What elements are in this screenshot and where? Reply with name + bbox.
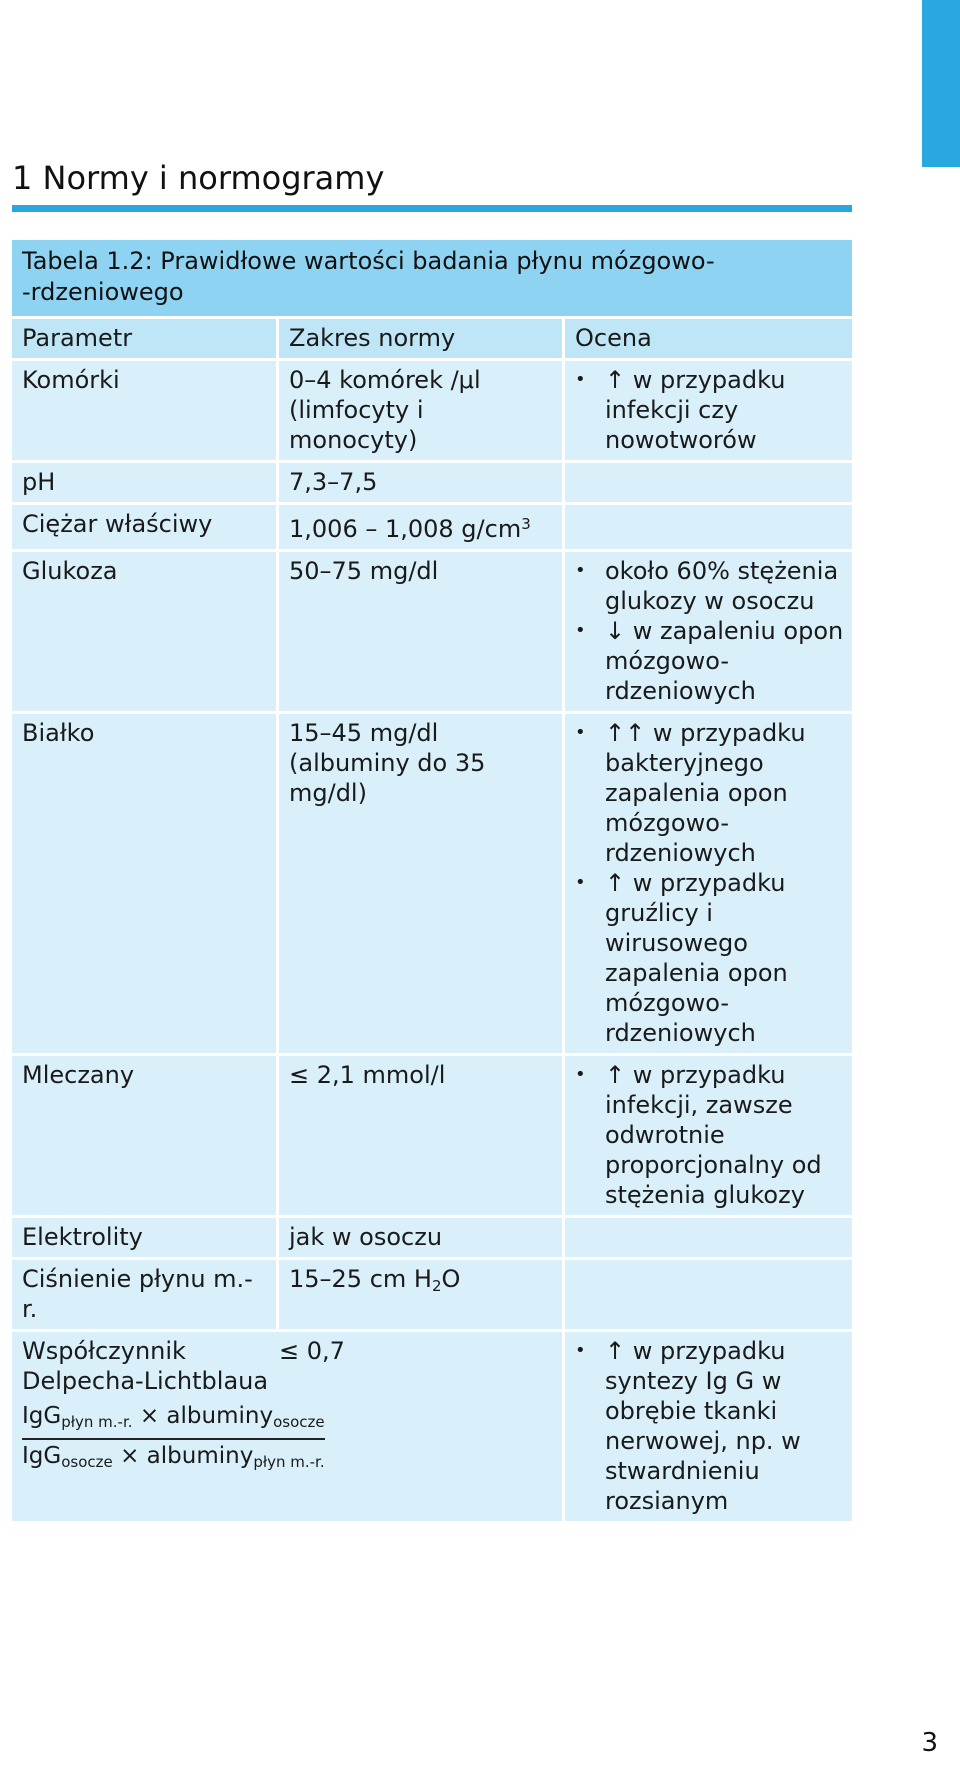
delpech-cell — [12, 1332, 562, 1521]
bullet-icon: • — [575, 1340, 586, 1361]
assessment-item — [575, 616, 848, 706]
cerebrospinal-fluid-table — [12, 240, 852, 1524]
assessment-item — [575, 365, 848, 455]
formula-term: albuminy — [166, 1403, 274, 1429]
assessment-text: ↓ w zapaleniu opon mózgowo-rdzeniowych — [605, 617, 844, 705]
bullet-icon: • — [575, 1064, 586, 1085]
assessment-item — [575, 556, 848, 616]
row-assessment — [565, 505, 852, 549]
row-range: ≤ 0,7 — [279, 1337, 345, 1365]
chapter-title: 1 Normy i normogramy — [12, 159, 385, 197]
row-parameter: pH — [12, 463, 279, 502]
table-row — [12, 1056, 852, 1218]
assessment-item — [575, 1336, 848, 1516]
row-parameter: Mleczany — [12, 1056, 279, 1215]
assessment-text: ↑ w przypadku syntezy Ig G w obrębie tkanki nerwowej, np. w stwardnieniu rozsianym — [605, 1337, 801, 1515]
table-caption-line-2: -rdzeniowego — [22, 278, 184, 306]
table-row — [12, 463, 852, 505]
formula-subscript: osocze — [273, 1413, 325, 1431]
assessment-item — [575, 718, 848, 868]
row-range — [279, 505, 565, 549]
row-parameter: Elektrolity — [12, 1218, 279, 1257]
multiply-icon: × — [139, 1403, 160, 1429]
range-value-end: O — [441, 1265, 461, 1293]
table-header-row — [12, 319, 852, 361]
row-range: jak w osoczu — [279, 1218, 565, 1257]
header-range: Zakres normy — [279, 319, 565, 358]
row-parameter: Ciężar właściwy — [12, 505, 279, 549]
table-row — [12, 552, 852, 714]
row-range: 7,3–7,5 — [279, 463, 565, 502]
assessment-text: ↑ w przypadku gruźlicy i wirusowego zapalenia opon mózgowo-rdzeniowych — [605, 869, 788, 1047]
bullet-icon: • — [575, 620, 586, 641]
formula-subscript: płyn m.-r. — [253, 1453, 325, 1471]
chapter-rule — [12, 205, 852, 212]
assessment-text: ↑ w przypadku infekcji czy nowotworów — [605, 366, 786, 454]
assessment-item — [575, 1060, 848, 1210]
formula-numerator — [22, 1402, 325, 1440]
assessment-item — [575, 868, 848, 1048]
delpech-top-line — [22, 1336, 554, 1396]
row-parameter: Komórki — [12, 361, 279, 460]
row-parameter: Współczynnik Delpecha-Lichtblaua — [22, 1337, 269, 1395]
assessment-text: około 60% stężenia glukozy w osoczu — [605, 557, 839, 615]
row-assessment — [565, 1332, 852, 1521]
row-assessment — [565, 1260, 852, 1329]
table-row — [12, 505, 852, 552]
row-range — [279, 1260, 565, 1329]
row-parameter: Glukoza — [12, 552, 279, 711]
formula-term: IgG — [22, 1403, 62, 1429]
bullet-icon: • — [575, 872, 586, 893]
bullet-icon: • — [575, 369, 586, 390]
formula-subscript: osocze — [61, 1453, 113, 1471]
table-row — [12, 1260, 852, 1332]
bullet-icon: • — [575, 560, 586, 581]
formula-subscript: płyn m.-r. — [61, 1413, 133, 1431]
delpech-formula — [22, 1402, 352, 1476]
range-value: 15–25 cm H — [289, 1265, 432, 1293]
header-assessment: Ocena — [575, 324, 652, 352]
row-range: 0–4 komórek /μl (limfocyty i monocyty) — [279, 361, 565, 460]
row-assessment — [565, 552, 852, 711]
formula-term: IgG — [22, 1443, 62, 1469]
row-assessment — [565, 1218, 852, 1257]
chapter-edge-tab — [922, 0, 960, 167]
table-caption-line-1: Tabela 1.2: Prawidłowe wartości badania płynu mózgowo- — [22, 247, 715, 275]
formula-term: albuminy — [146, 1443, 254, 1469]
assessment-text: ↑ w przypadku infekcji, zawsze odwrotnie proporcjonalny od stężenia glukozy — [605, 1061, 822, 1209]
bullet-icon: • — [575, 722, 586, 743]
table-caption — [12, 240, 852, 319]
row-parameter: Ciśnienie płynu m.-r. — [12, 1260, 279, 1329]
multiply-icon: × — [120, 1443, 140, 1469]
row-range: 15–45 mg/dl (albuminy do 35 mg/dl) — [279, 714, 565, 1053]
table-row — [12, 1218, 852, 1260]
row-assessment — [565, 714, 852, 1053]
row-range: ≤ 2,1 mmol/l — [279, 1056, 565, 1215]
range-exponent: 3 — [521, 515, 531, 533]
row-assessment — [565, 361, 852, 460]
assessment-text: ↑↑ w przypadku bakteryjnego zapalenia opon mózgowo-rdzeniowych — [605, 719, 806, 867]
header-parameter: Parametr — [12, 319, 279, 358]
row-parameter-range-group — [12, 1332, 565, 1521]
table-row — [12, 1332, 852, 1524]
row-range: 50–75 mg/dl — [279, 552, 565, 711]
range-subscript: 2 — [431, 1277, 442, 1295]
table-row — [12, 361, 852, 463]
row-assessment — [565, 1056, 852, 1215]
page-number: 3 — [921, 1728, 938, 1758]
range-value: 1,006 – 1,008 g/cm — [289, 515, 522, 543]
formula-denominator — [22, 1440, 352, 1476]
row-parameter: Białko — [12, 714, 279, 1053]
row-assessment — [565, 463, 852, 502]
table-row — [12, 714, 852, 1056]
